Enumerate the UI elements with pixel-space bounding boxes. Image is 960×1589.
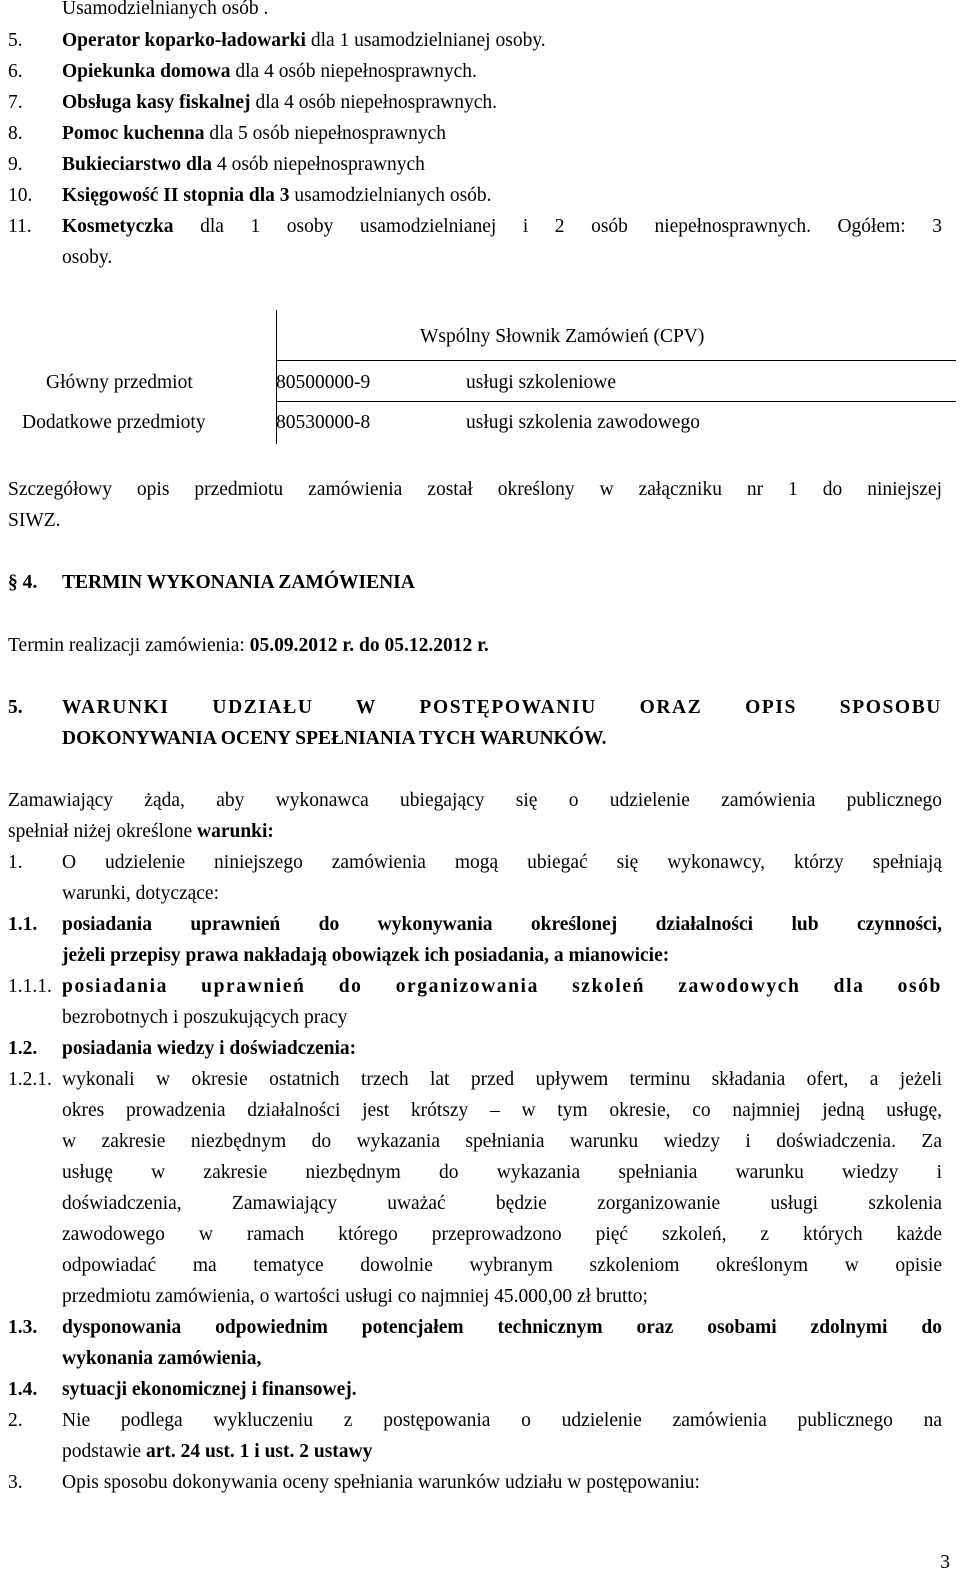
item-text: Opis sposobu dokonywania oceny spełniania warunków udziału w postępowaniu: xyxy=(62,1472,700,1493)
list-number: 5. xyxy=(8,30,23,51)
item-text: jeżeli przepisy prawa nakładają obowiązek ich posiadania, a mianowicie: xyxy=(62,945,670,966)
section-number: 5. xyxy=(8,697,23,718)
cpv-row-desc: usługi szkoleniowe xyxy=(466,372,617,393)
item-number: 1.2. xyxy=(8,1038,38,1059)
cpv-row-code: 80530000-8 xyxy=(276,412,371,433)
list-item: Księgowość II stopnia dla 3 usamodzielnianych osób. xyxy=(62,185,492,206)
section-heading: TERMIN WYKONANIA ZAMÓWIENIA xyxy=(62,572,415,593)
list-number: 9. xyxy=(8,154,23,175)
item-text: wykonania zamówienia, xyxy=(62,1348,262,1369)
item-text: w zakresie niezbędnym do wykazania spełniania warunku wiedzy i doświadczenia. Za xyxy=(62,1131,942,1152)
item-text: podstawie art. 24 ust. 1 i ust. 2 ustawy xyxy=(62,1441,373,1462)
paragraph-continuation: SIWZ. xyxy=(8,510,61,531)
item-text: doświadczenia, Zamawiający uważać będzie zorganizowanie usługi szkolenia xyxy=(62,1193,942,1214)
list-item: Obsługa kasy fiskalnej dla 4 osób niepełnosprawnych. xyxy=(62,92,497,113)
item-text: warunki, dotyczące: xyxy=(62,883,220,904)
item-text: Nie podlega wykluczeniu z postępowania o udzielenie zamówienia publicznego na xyxy=(62,1410,942,1431)
list-item-continuation: osoby. xyxy=(62,247,113,268)
item-number: 2. xyxy=(8,1410,23,1431)
list-item: Kosmetyczka dla 1 osoby usamodzielnianej i 2 osób niepełnosprawnych. Ogółem: 3 xyxy=(62,216,942,237)
item-number: 1. xyxy=(8,852,23,873)
list-item: Usamodzielnianych osób . xyxy=(62,0,269,19)
list-item: Bukieciarstwo dla 4 osób niepełnosprawnych xyxy=(62,154,425,175)
item-text: sytuacji ekonomicznej i finansowej. xyxy=(62,1379,357,1400)
list-number: 6. xyxy=(8,61,23,82)
item-text: zawodowego w ramach którego przeprowadzono pięć szkoleń, z których każde xyxy=(62,1224,942,1245)
cpv-row-label: Główny przedmiot xyxy=(46,372,193,393)
cpv-row-label: Dodatkowe przedmioty xyxy=(22,412,206,433)
list-number: 7. xyxy=(8,92,23,113)
list-number: 10. xyxy=(8,185,33,206)
item-number: 1.1.1. xyxy=(8,976,52,997)
section-heading: WARUNKI UDZIAŁU W POSTĘPOWANIU ORAZ OPIS SPOSOBU xyxy=(62,697,942,718)
item-text: usługę w zakresie niezbędnym do wykazania spełniania warunku wiedzy i xyxy=(62,1162,942,1183)
item-text: okres prowadzenia działalności jest krótszy – w tym okresie, co najmniej jedną usługę, xyxy=(62,1100,942,1121)
item-number: 1.2.1. xyxy=(8,1069,52,1090)
item-text: O udzielenie niniejszego zamówienia mogą ubiegać się wykonawcy, którzy spełniają xyxy=(62,852,942,873)
item-text: przedmiotu zamówienia, o wartości usługi co najmniej 45.000,00 zł brutto; xyxy=(62,1286,648,1307)
item-number: 1.3. xyxy=(8,1317,38,1338)
item-number: 1.1. xyxy=(8,914,38,935)
item-text: posiadania uprawnień do wykonywania określonej działalności lub czynności, xyxy=(62,914,942,935)
paragraph-continuation: spełniał niżej określone warunki: xyxy=(8,821,274,842)
list-item: Pomoc kuchenna dla 5 osób niepełnosprawnych xyxy=(62,123,447,144)
item-text: wykonali w okresie ostatnich trzech lat przed upływem terminu składania ofert, a jeżeli xyxy=(62,1069,942,1090)
cpv-table-rule xyxy=(276,360,956,361)
cpv-row-desc: usługi szkolenia zawodowego xyxy=(466,412,700,433)
cpv-table-rule xyxy=(276,401,956,402)
cpv-row-code: 80500000-9 xyxy=(276,372,371,393)
paragraph: Szczegółowy opis przedmiotu zamówienia został określony w załączniku nr 1 do niniejszej xyxy=(8,479,942,500)
paragraph: Zamawiający żąda, aby wykonawca ubiegający się o udzielenie zamówienia publicznego xyxy=(8,790,942,811)
list-number: 11. xyxy=(8,216,32,237)
list-item: Opiekunka domowa dla 4 osób niepełnosprawnych. xyxy=(62,61,477,82)
item-number: 1.4. xyxy=(8,1379,38,1400)
item-text: posiadania uprawnień do organizowania szkoleń zawodowych dla osób xyxy=(62,976,942,997)
section-number: § 4. xyxy=(8,572,38,593)
item-text: dysponowania odpowiednim potencjałem technicznym oraz osobami zdolnymi do xyxy=(62,1317,942,1338)
item-text: bezrobotnych i poszukujących pracy xyxy=(62,1007,348,1028)
list-item: Operator koparko-ładowarki dla 1 usamodzielnianej osoby. xyxy=(62,30,546,51)
termin-line: Termin realizacji zamówienia: 05.09.2012 r. do 05.12.2012 r. xyxy=(8,635,489,656)
section-heading-continuation: DOKONYWANIA OCENY SPEŁNIANIA TYCH WARUNKÓW. xyxy=(62,728,607,749)
item-number: 3. xyxy=(8,1472,23,1493)
page-number: 3 xyxy=(940,1552,950,1573)
item-text: odpowiadać ma tematyce dowolnie wybranym szkoleniom określonym w opisie xyxy=(62,1255,942,1276)
item-text: posiadania wiedzy i doświadczenia: xyxy=(62,1038,357,1059)
cpv-header: Wspólny Słownik Zamówień (CPV) xyxy=(420,326,705,347)
list-number: 8. xyxy=(8,123,23,144)
